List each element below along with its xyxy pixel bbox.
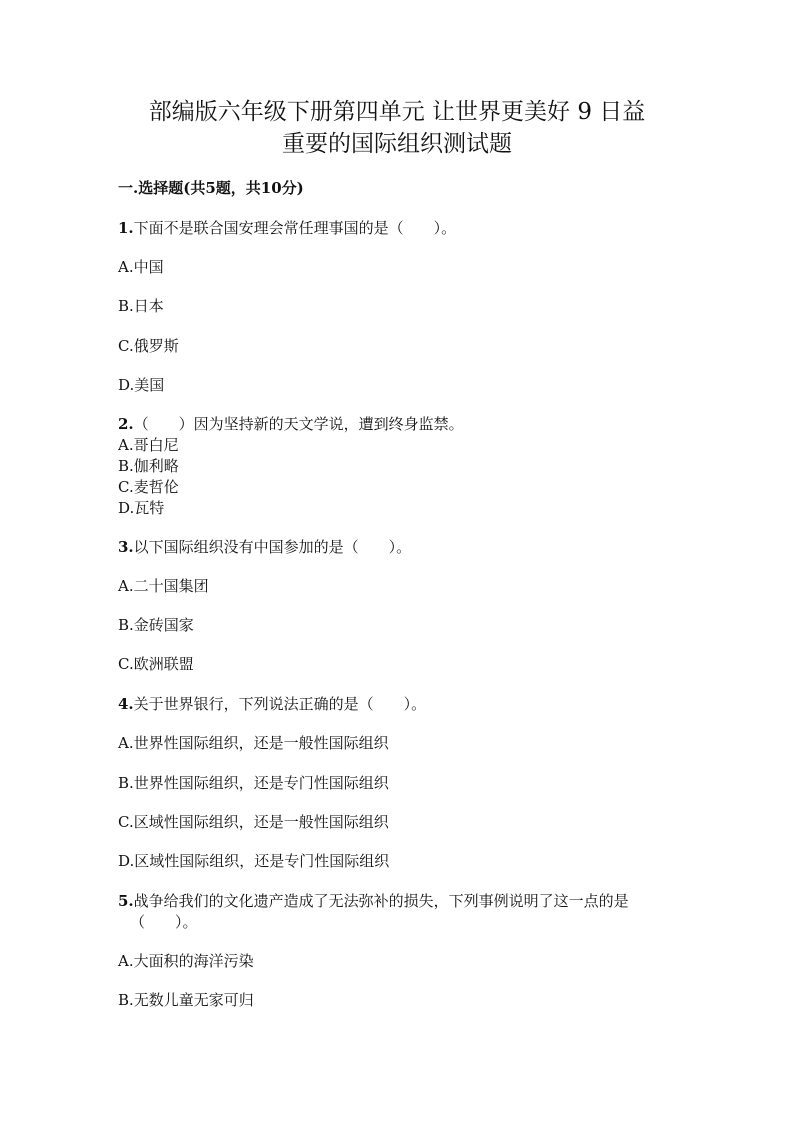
question-text: 下面不是联合国安理会常任理事国的是（ ）。 [133, 219, 457, 237]
question-1-option-c: C.俄罗斯 [118, 337, 179, 355]
question-number: 4. [118, 695, 134, 713]
question-number: 2. [118, 415, 134, 433]
page-title-line-2: 重要的国际组织测试题 [282, 131, 512, 157]
question-4-option-a: A.世界性国际组织，还是一般性国际组织 [118, 734, 389, 752]
question-1-option-a: A.中国 [118, 258, 164, 276]
question-number: 3. [118, 538, 134, 556]
question-2-option-a: A.哥白尼 [118, 436, 179, 454]
question-2-option-b: B.伽利略 [118, 457, 179, 475]
question-text: 战争给我们的文化遗产造成了无法弥补的损失，下列事例说明了这一点的是 [133, 892, 629, 910]
question-1-stem [118, 218, 456, 238]
question-text: 关于世界银行，下列说法正确的是（ ）。 [133, 695, 427, 713]
question-2-option-c: C.麦哲伦 [118, 478, 179, 496]
question-5-stem-continued: （ ）。 [130, 913, 198, 931]
question-1-option-d: D.美国 [118, 376, 165, 394]
question-3-stem [118, 537, 411, 557]
question-3-option-c: C.欧洲联盟 [118, 655, 194, 673]
question-2-option-d: D.瓦特 [118, 499, 165, 517]
page-title-line-1: 部编版六年级下册第四单元 让世界更美好 9 日益 [148, 99, 646, 125]
section-heading: 一.选择题(共5题，共10分) [118, 179, 304, 197]
question-4-stem [118, 694, 426, 714]
question-4-option-b: B.世界性国际组织，还是专门性国际组织 [118, 774, 389, 792]
question-5-option-a: A.大面积的海洋污染 [118, 952, 254, 970]
question-text: （ ）因为坚持新的天文学说，遭到终身监禁。 [133, 415, 464, 433]
question-3-option-a: A.二十国集团 [118, 577, 209, 595]
question-text: 以下国际组织没有中国参加的是（ ）。 [133, 538, 412, 556]
question-1-option-b: B.日本 [118, 297, 164, 315]
question-5-stem [118, 891, 629, 911]
question-number: 5. [118, 892, 134, 910]
question-3-option-b: B.金砖国家 [118, 616, 194, 634]
question-2-stem [118, 414, 464, 434]
question-number: 1. [118, 219, 134, 237]
question-4-option-c: C.区域性国际组织，还是一般性国际组织 [118, 813, 389, 831]
question-5-option-b: B.无数儿童无家可归 [118, 991, 254, 1009]
question-4-option-d: D.区域性国际组织，还是专门性国际组织 [118, 852, 390, 870]
